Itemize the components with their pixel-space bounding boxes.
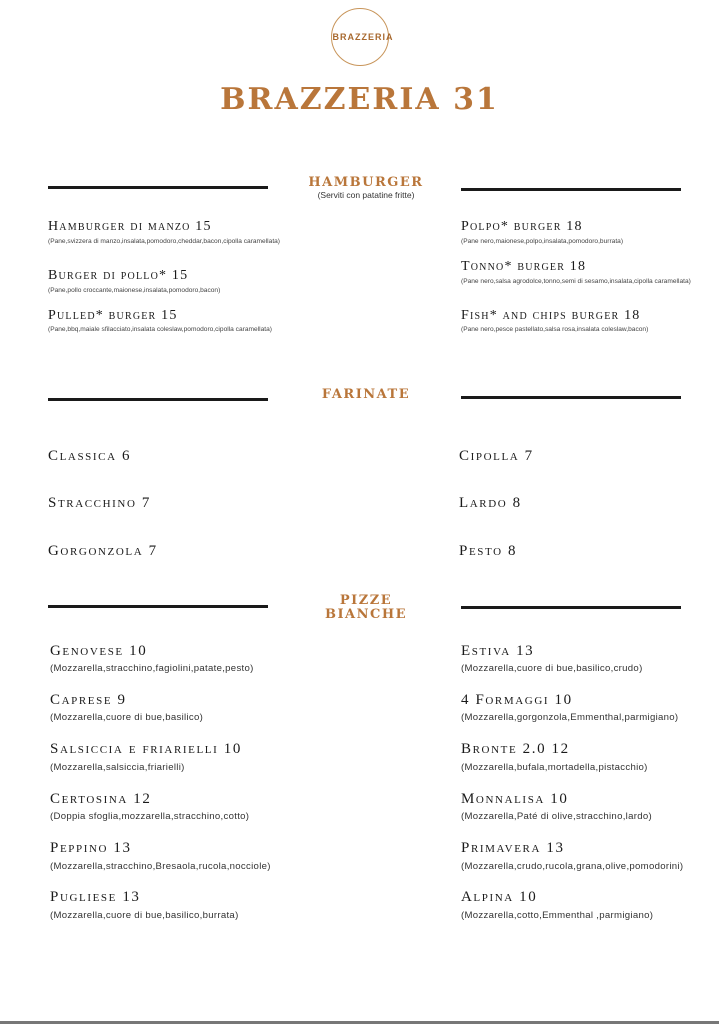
section-divider-right bbox=[461, 396, 681, 399]
menu-item-desc: (Pane,bbq,maiale sfilacciato,insalata coleslaw,pomodoro,cipolla caramellata) bbox=[48, 326, 272, 333]
menu-item-desc: (Mozzarella,gorgonzola,Emmenthal,parmigiano) bbox=[461, 712, 679, 723]
menu-item-name: Lardo 8 bbox=[459, 495, 522, 511]
menu-item-name: Tonno* burger 18 bbox=[461, 259, 587, 274]
menu-item-desc: (Mozzarella,crudo,rucola,grana,olive,pomodorini) bbox=[461, 861, 684, 872]
menu-item-name: Bronte 2.0 12 bbox=[461, 741, 570, 757]
menu-item-desc: (Mozzarella,cuore di bue,basilico,crudo) bbox=[461, 663, 643, 674]
menu-item-desc: (Pane,pollo croccante,maionese,insalata,pomodoro,bacon) bbox=[48, 287, 221, 294]
menu-item-name: Pugliese 13 bbox=[50, 889, 141, 905]
menu-item-desc: (Mozzarella,cuore di bue,basilico) bbox=[50, 712, 204, 723]
menu-item-desc: (Doppia sfoglia,mozzarella,stracchino,cotto) bbox=[50, 811, 250, 822]
menu-item-name: Monnalisa 10 bbox=[461, 791, 569, 807]
menu-item-desc: (Mozzarella,salsiccia,friarielli) bbox=[50, 762, 185, 773]
menu-item-desc: (Pane nero,pesce pastellato,salsa rosa,insalata coleslaw,bacon) bbox=[461, 326, 649, 333]
menu-item-name: Primavera 13 bbox=[461, 840, 565, 856]
menu-item-name: Pesto 8 bbox=[459, 543, 518, 559]
menu-item-name: Estiva 13 bbox=[461, 643, 535, 659]
menu-item-name: Fish* and chips burger 18 bbox=[461, 308, 641, 323]
menu-item-name: Hamburger di manzo 15 bbox=[48, 219, 212, 234]
menu-item-desc: (Pane nero,maionese,polpo,insalata,pomodoro,burrata) bbox=[461, 238, 624, 245]
section-divider-right bbox=[461, 188, 681, 191]
logo-text: BRAZZERIA bbox=[332, 32, 394, 42]
menu-item-name: Stracchino 7 bbox=[48, 495, 151, 511]
section-divider-right bbox=[461, 606, 681, 609]
menu-item-name: 4 Formaggi 10 bbox=[461, 692, 573, 708]
menu-item-desc: (Mozzarella,stracchino,Bresaola,rucola,nocciole) bbox=[50, 861, 271, 872]
menu-item-name: Certosina 12 bbox=[50, 791, 152, 807]
section-divider-left bbox=[48, 398, 268, 401]
menu-item-desc: (Mozzarella,bufala,mortadella,pistacchio) bbox=[461, 762, 648, 773]
section-subtitle-hamburger: (Serviti con patatine fritte) bbox=[317, 190, 415, 200]
section-divider-left bbox=[48, 605, 268, 608]
menu-item-name: Peppino 13 bbox=[50, 840, 132, 856]
menu-item-name: Pulled* burger 15 bbox=[48, 308, 178, 323]
menu-item-desc: (Pane,svizzera di manzo,insalata,pomodoro,cheddar,bacon,cipolla caramellata) bbox=[48, 238, 281, 245]
menu-item-desc: (Mozzarella,stracchino,fagiolini,patate,pesto) bbox=[50, 663, 254, 674]
section-title-pizze-line1: PIZZE bbox=[339, 593, 393, 608]
menu-item-desc: (Mozzarella,cotto,Emmenthal ,parmigiano) bbox=[461, 910, 654, 921]
menu-item-name: Genovese 10 bbox=[50, 643, 148, 659]
menu-item-name: Alpina 10 bbox=[461, 889, 538, 905]
section-divider-left bbox=[48, 186, 268, 189]
menu-item-name: Cipolla 7 bbox=[459, 448, 534, 464]
page-title: BRAZZERIA 31 bbox=[220, 82, 499, 117]
section-title-hamburger: HAMBURGER bbox=[308, 175, 424, 190]
menu-item-desc: (Mozzarella,cuore di bue,basilico,burrata) bbox=[50, 910, 239, 921]
section-title-farinate: FARINATE bbox=[321, 387, 411, 402]
menu-item-name: Caprese 9 bbox=[50, 692, 127, 708]
menu-item-desc: (Pane nero,salsa agrodolce,tonno,semi di sesamo,insalata,cipolla caramellata) bbox=[461, 278, 691, 285]
section-title-pizze-line2: BIANCHE bbox=[324, 607, 408, 622]
menu-item-name: Gorgonzola 7 bbox=[48, 543, 158, 559]
menu-item-name: Classica 6 bbox=[48, 448, 132, 464]
menu-item-name: Salsiccia e friarielli 10 bbox=[50, 741, 242, 757]
menu-item-name: Burger di pollo* 15 bbox=[48, 268, 189, 283]
menu-item-name: Polpo* burger 18 bbox=[461, 219, 583, 234]
menu-item-desc: (Mozzarella,Paté di olive,stracchino,lardo) bbox=[461, 811, 652, 822]
